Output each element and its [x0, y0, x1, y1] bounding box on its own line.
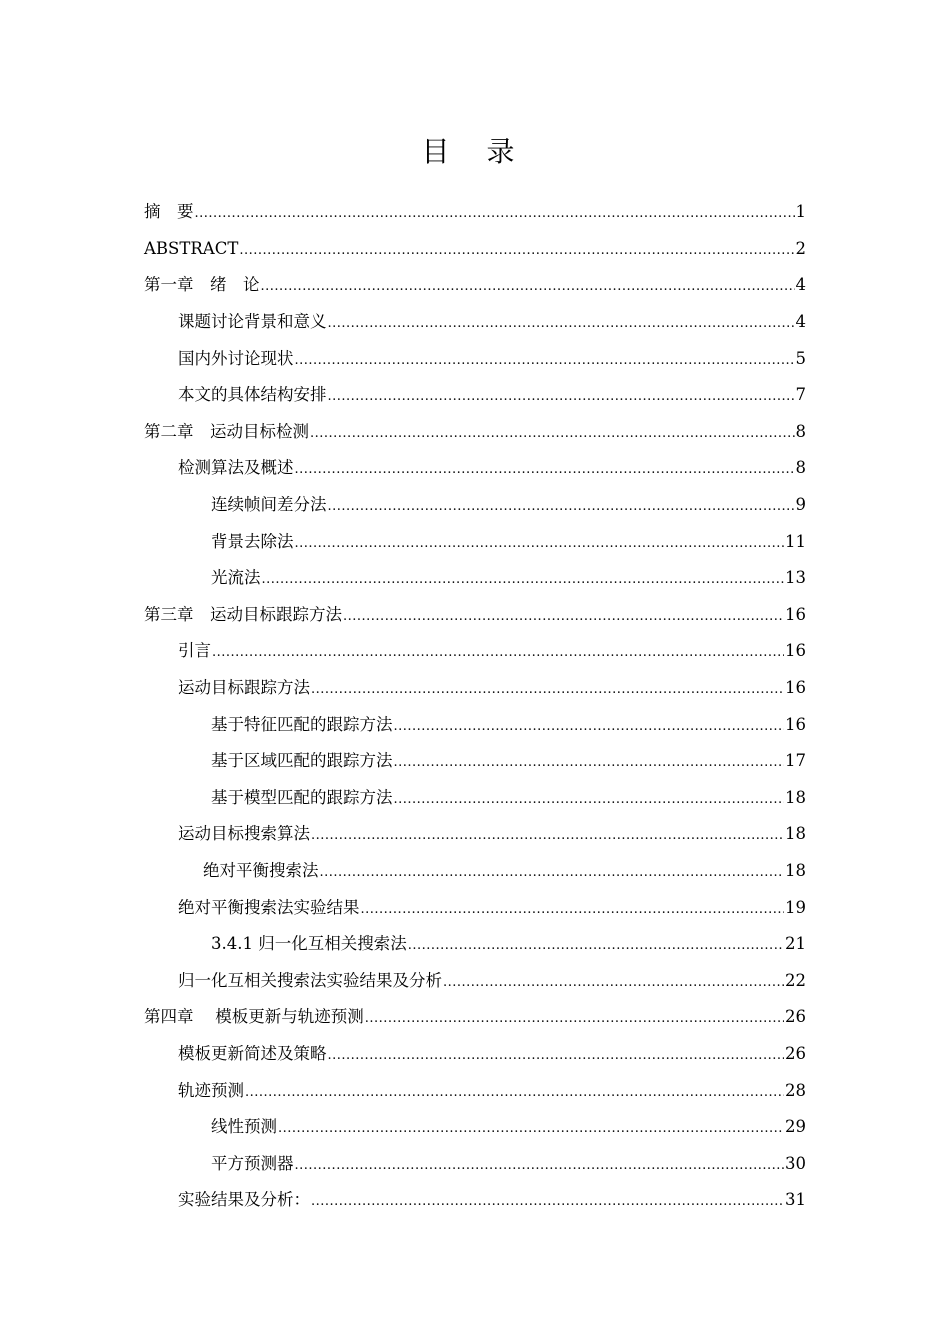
- toc-entry-page-number: 28: [785, 1080, 806, 1100]
- toc-entry[interactable]: [144, 450, 806, 487]
- toc-entry-page-number: 17: [785, 751, 806, 771]
- toc-dot-leader: [195, 201, 795, 223]
- toc-dot-leader: [311, 1189, 784, 1211]
- toc-entry-label: 第四章 模板更新与轨迹预测: [144, 1007, 364, 1027]
- toc-entry-page-number: 7: [795, 385, 806, 405]
- toc-entry-label: 模板更新简述及策略: [178, 1043, 327, 1063]
- toc-entry-label: 检测算法及概述: [178, 458, 294, 478]
- toc-dot-leader: [394, 750, 785, 772]
- toc-entry[interactable]: [144, 414, 806, 451]
- toc-dot-leader: [408, 933, 784, 955]
- toc-entry[interactable]: [144, 999, 806, 1036]
- toc-dot-leader: [239, 238, 794, 260]
- toc-dot-leader: [361, 897, 785, 919]
- toc-dot-leader: [295, 1153, 785, 1175]
- toc-entry-label: 轨迹预测: [178, 1080, 244, 1100]
- toc-entry[interactable]: [144, 340, 806, 377]
- toc-dot-leader: [320, 860, 785, 882]
- toc-entry-label: 3.4.1 归一化互相关搜索法: [211, 934, 407, 954]
- toc-entry-label: 线性预测: [211, 1117, 277, 1137]
- toc-dot-leader: [365, 1006, 784, 1028]
- toc-entry-label: 光流法: [211, 568, 261, 588]
- toc-entry-page-number: 9: [795, 495, 806, 515]
- toc-dot-leader: [295, 457, 795, 479]
- toc-entry-page-number: 29: [785, 1117, 806, 1137]
- toc-entry-label: 绝对平衡搜索法实验结果: [178, 897, 360, 917]
- toc-entry-page-number: 18: [785, 787, 806, 807]
- toc-dot-leader: [328, 311, 795, 333]
- toc-entry[interactable]: [144, 633, 806, 670]
- toc-entry[interactable]: [144, 304, 806, 341]
- toc-entry[interactable]: [144, 231, 806, 268]
- toc-entry[interactable]: [144, 780, 806, 817]
- toc-entry-page-number: 31: [785, 1190, 806, 1210]
- toc-entry-label: 本文的具体结构安排: [178, 385, 327, 405]
- toc-entry-page-number: 13: [785, 568, 806, 588]
- toc-entry[interactable]: [144, 1072, 806, 1109]
- toc-entry-page-number: 18: [785, 824, 806, 844]
- toc-entry-page-number: 8: [795, 421, 806, 441]
- toc-dot-leader: [311, 823, 784, 845]
- toc-dot-leader: [328, 1043, 785, 1065]
- toc-entry-label: 摘 要: [144, 202, 194, 222]
- toc-entry-page-number: 4: [795, 312, 806, 332]
- toc-entry-page-number: 22: [785, 970, 806, 990]
- toc-entry-label: 基于区域匹配的跟踪方法: [211, 751, 393, 771]
- toc-list: [144, 194, 806, 1219]
- toc-entry-page-number: 2: [795, 238, 806, 258]
- toc-entry-label: 国内外讨论现状: [178, 348, 294, 368]
- toc-entry[interactable]: [144, 194, 806, 231]
- toc-entry[interactable]: [144, 816, 806, 853]
- toc-entry-page-number: 16: [785, 678, 806, 698]
- toc-entry[interactable]: [144, 926, 806, 963]
- toc-entry-page-number: 30: [785, 1153, 806, 1173]
- toc-entry-page-number: 18: [785, 860, 806, 880]
- toc-entry-label: 运动目标搜索算法: [178, 824, 310, 844]
- toc-entry-label: 平方预测器: [211, 1153, 294, 1173]
- toc-entry-label: 归一化互相关搜索法实验结果及分析: [178, 970, 442, 990]
- toc-entry-label: 第一章 绪 论: [144, 275, 260, 295]
- toc-dot-leader: [394, 787, 785, 809]
- toc-entry-page-number: 16: [785, 714, 806, 734]
- toc-entry-page-number: 26: [785, 1007, 806, 1027]
- toc-entry-page-number: 26: [785, 1043, 806, 1063]
- toc-dot-leader: [212, 640, 784, 662]
- toc-dot-leader: [311, 677, 784, 699]
- toc-dot-leader: [343, 604, 784, 626]
- toc-dot-leader: [310, 421, 795, 443]
- toc-entry-label: 基于特征匹配的跟踪方法: [211, 714, 393, 734]
- toc-entry-page-number: 11: [785, 531, 806, 551]
- toc-entry[interactable]: [144, 743, 806, 780]
- toc-entry[interactable]: [144, 670, 806, 707]
- toc-entry[interactable]: [144, 267, 806, 304]
- toc-entry[interactable]: [144, 560, 806, 597]
- toc-dot-leader: [262, 567, 785, 589]
- toc-entry[interactable]: [144, 1109, 806, 1146]
- toc-entry-label: ABSTRACT: [144, 238, 239, 258]
- toc-entry-page-number: 8: [795, 458, 806, 478]
- toc-entry[interactable]: [144, 889, 806, 926]
- toc-entry-label: 引言: [178, 641, 211, 661]
- toc-entry-label: 实验结果及分析：: [178, 1190, 310, 1210]
- toc-dot-leader: [328, 384, 795, 406]
- toc-entry[interactable]: [144, 706, 806, 743]
- toc-dot-leader: [394, 714, 785, 736]
- toc-entry[interactable]: [144, 377, 806, 414]
- toc-entry-label: 第三章 运动目标跟踪方法: [144, 604, 342, 624]
- toc-entry-label: 背景去除法: [211, 531, 294, 551]
- toc-entry[interactable]: [144, 962, 806, 999]
- toc-entry-label: 连续帧间差分法: [211, 495, 327, 515]
- toc-entry[interactable]: [144, 487, 806, 524]
- toc-entry-page-number: 21: [785, 934, 806, 954]
- toc-entry-label: 第二章 运动目标检测: [144, 421, 309, 441]
- toc-dot-leader: [261, 274, 795, 296]
- toc-entry-label: 课题讨论背景和意义: [178, 312, 327, 332]
- toc-entry[interactable]: [144, 597, 806, 634]
- toc-entry[interactable]: [144, 1145, 806, 1182]
- toc-entry-label: 运动目标跟踪方法: [178, 678, 310, 698]
- toc-entry-page-number: 4: [795, 275, 806, 295]
- toc-entry-page-number: 5: [795, 348, 806, 368]
- toc-entry[interactable]: [144, 1182, 806, 1219]
- toc-entry[interactable]: [144, 853, 806, 890]
- toc-title: 目 录: [421, 135, 529, 168]
- toc-dot-leader: [328, 494, 795, 516]
- toc-dot-leader: [443, 970, 784, 992]
- toc-dot-leader: [295, 531, 785, 553]
- toc-entry-label: 绝对平衡搜索法: [203, 860, 319, 880]
- toc-entry-page-number: 16: [785, 641, 806, 661]
- toc-entry[interactable]: [144, 523, 806, 560]
- toc-dot-leader: [295, 348, 795, 370]
- toc-dot-leader: [278, 1116, 784, 1138]
- toc-entry-page-number: 16: [785, 604, 806, 624]
- toc-entry[interactable]: [144, 1036, 806, 1073]
- toc-dot-leader: [245, 1080, 784, 1102]
- toc-entry-label: 基于模型匹配的跟踪方法: [211, 787, 393, 807]
- toc-entry-page-number: 19: [785, 897, 806, 917]
- toc-entry-page-number: 1: [795, 202, 806, 222]
